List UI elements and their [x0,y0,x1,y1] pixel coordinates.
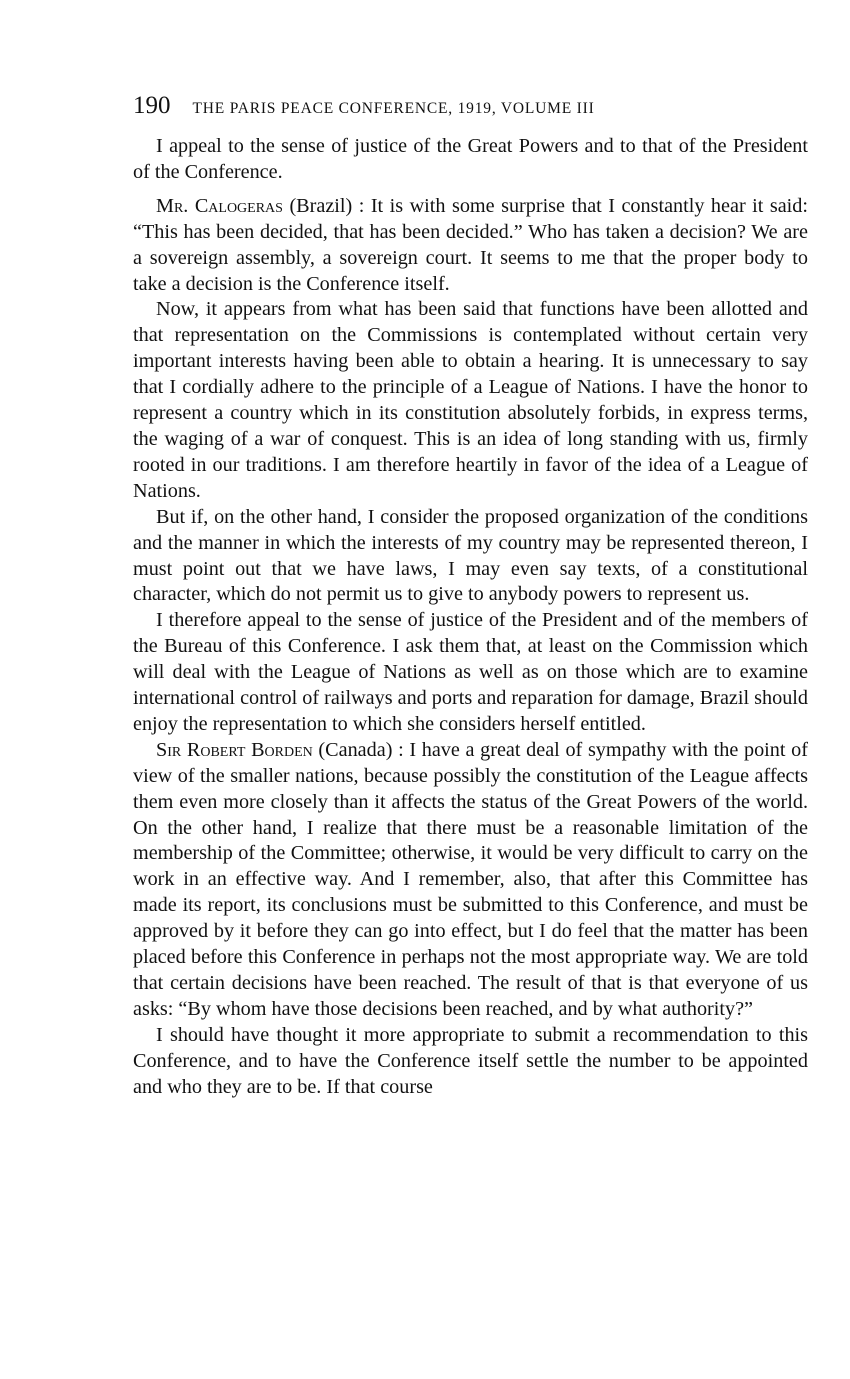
paragraph-text: It is with some surprise that I constantly hear it said: “This has been decided, that has been decided.” Who has taken a decision? We are a sovereign assembly, a sovereign court. It seems to me that the proper body to take a decision is the Conference itself. [133,194,808,295]
paragraph-text: Now, it appears from what has been said that functions have been allotted and that representation on the Commissions is contemplated without certain very important interests having been able to obtain a hearing. It is unnecessary to say that I cordially adhere to the principle of a League of Nations. I have the honor to represent a country which in its constitution absolutely forbids, in express terms, the waging of a war of conquest. This is an idea of long standing with us, firmly rooted in our traditions. I am therefore heartily in favor of the idea of a League of Nations. [133,298,808,502]
paragraph-1 [133,134,808,186]
paragraph-text: But if, on the other hand, I consider the proposed organization of the conditions and the manner in which the interests of my country may be represented thereon, I must point out that we have laws, I may even say texts, of a constitutional character, which do not permit us to give to anybody powers to represent us. [133,505,808,606]
paragraph-text: I have a great deal of sympathy with the point of view of the smaller nations, because possibly the constitution of the League affects them even more closely than it affects the status of the Great Powers of the world. On the other hand, I realize that there must be a reasonable limitation of the membership of the Committee; otherwise, it would be very difficult to carry on the work in an effective way. And I remember, also, that after this Committee has made its report, its conclusions must be submitted to this Conference, and must be approved by it before they can go into effect, but I do feel that the matter has been placed before this Conference in perhaps not the most appropriate way. We are told that certain decisions have been reached. The result of that is that everyone of us asks: “By whom have those decisions been reached, and by what authority?” [133,738,808,1020]
paragraph-4 [133,505,808,609]
paragraph-2 [133,194,808,298]
paragraph-6 [133,738,808,1023]
paragraph-3 [133,297,808,504]
document-page [133,92,808,1101]
speaker-name: Sir Robert Borden [156,738,313,761]
paragraph-text: I should have thought it more appropriate to submit a recommendation to this Conference, and to have the Conference itself settle the number to be appointed and who they are to be. If that course [133,1023,808,1098]
page-header [133,92,808,126]
speaker-affiliation: (Canada) : [312,738,410,761]
page-number: 190 [133,92,171,119]
running-title: THE PARIS PEACE CONFERENCE, 1919, VOLUME III [192,100,595,117]
speaker-affiliation: (Brazil) : [282,194,371,217]
paragraph-text: I therefore appeal to the sense of justice of the President and of the members of the Bureau of this Conference. I ask them that, at least on the Commission which will deal with the League of Nations as well as on those which are to examine international control of railways and ports and reparation for damage, Brazil should enjoy the representation to which she considers herself entitled. [133,609,808,735]
speaker-name: Mr. Calogeras [156,194,283,217]
paragraph-7 [133,1023,808,1101]
paragraph-5 [133,608,808,738]
paragraph-text: I appeal to the sense of justice of the Great Powers and to that of the President of the Conference. [133,135,808,183]
